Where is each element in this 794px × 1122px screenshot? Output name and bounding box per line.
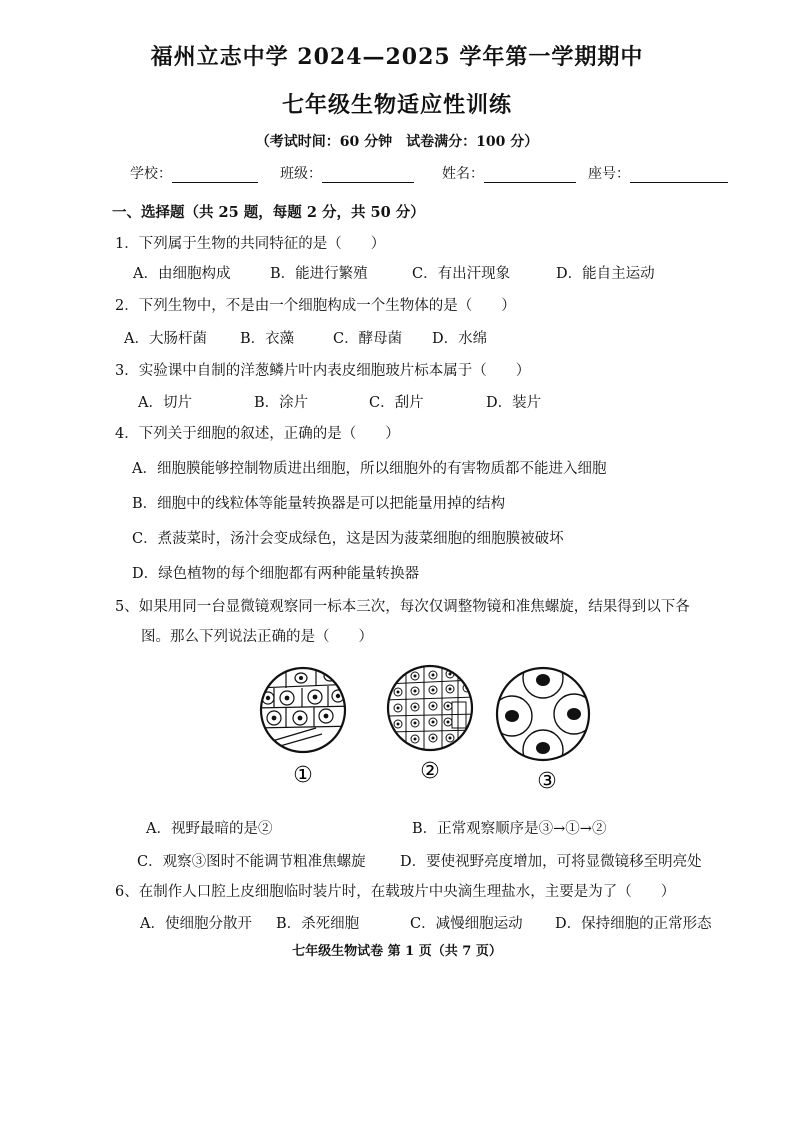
school-label: 学校： <box>130 166 172 182</box>
name-blank[interactable] <box>484 166 576 183</box>
class-blank[interactable] <box>322 166 414 183</box>
q1-option-d[interactable]: D．能自主运动 <box>556 266 655 282</box>
q5-option-a[interactable]: A．视野最暗的是② <box>146 821 273 837</box>
q6-option-a[interactable]: A．使细胞分散开 <box>140 916 252 932</box>
q5-option-d[interactable]: D．要使视野亮度增加，可将显微镜移至明亮处 <box>400 854 702 870</box>
exam-subtitle: 七年级生物适应性训练 <box>281 92 512 118</box>
exam-title: 福州立志中学 2024—2025 学年第一学期期中 <box>150 44 644 70</box>
name-label: 姓名： <box>442 166 484 182</box>
q1-option-a[interactable]: A．由细胞构成 <box>133 266 231 282</box>
q4-option-a[interactable]: A．细胞膜能够控制物质进出细胞，所以细胞外的有害物质都不能进入细胞 <box>132 461 607 477</box>
question-6-stem: 6、在制作人口腔上皮细胞临时装片时，在载玻片中央滴生理盐水，主要是为了（ ） <box>115 884 676 900</box>
q4-option-c[interactable]: C．煮菠菜时，汤汁会变成绿色，这是因为菠菜细胞的细胞膜被破坏 <box>132 531 564 547</box>
seat-blank[interactable] <box>630 166 728 183</box>
q3-option-b[interactable]: B．涂片 <box>254 395 309 411</box>
section-title: 一、选择题（共 25 题，每题 2 分，共 50 分） <box>112 204 425 221</box>
q2-option-d[interactable]: D．水绵 <box>432 331 488 347</box>
microscope-fields-svg <box>256 664 606 794</box>
figure-label-3: ③ <box>537 769 557 794</box>
q2-option-b[interactable]: B．衣藻 <box>240 331 295 347</box>
student-info-row <box>130 163 740 187</box>
seat-field[interactable] <box>588 163 728 183</box>
exam-info: （考试时间：60 分钟 试卷满分：100 分） <box>255 134 539 150</box>
class-field[interactable] <box>280 163 414 183</box>
school-blank[interactable] <box>172 166 258 183</box>
q2-option-c[interactable]: C．酵母菌 <box>333 331 403 347</box>
field-2 <box>386 664 476 754</box>
q1-option-b[interactable]: B．能进行繁殖 <box>270 266 368 282</box>
q3-option-a[interactable]: A．切片 <box>138 395 192 411</box>
q5-option-b[interactable]: B．正常观察顺序是③→①→② <box>412 821 607 837</box>
q6-option-b[interactable]: B．杀死细胞 <box>276 916 360 932</box>
field-3 <box>492 664 594 770</box>
q1-option-c[interactable]: C．有出汗现象 <box>412 266 511 282</box>
question-2-stem: 2．下列生物中，不是由一个细胞构成一个生物体的是（ ） <box>115 298 516 314</box>
q2-option-a[interactable]: A．大肠杆菌 <box>124 331 207 347</box>
class-label: 班级： <box>280 166 322 182</box>
name-field[interactable] <box>442 163 576 183</box>
q3-option-d[interactable]: D．装片 <box>486 395 542 411</box>
q6-option-d[interactable]: D．保持细胞的正常形态 <box>555 916 712 932</box>
figure-label-2: ② <box>420 759 440 784</box>
figure-label-1: ① <box>293 763 313 788</box>
q4-option-d[interactable]: D．绿色植物的每个细胞都有两种能量转换器 <box>132 566 420 582</box>
school-field[interactable] <box>130 163 258 183</box>
q3-option-c[interactable]: C．刮片 <box>369 395 424 411</box>
q5-option-c[interactable]: C．观察③图时不能调节粗准焦螺旋 <box>137 854 366 870</box>
question-1-stem: 1．下列属于生物的共同特征的是（ ） <box>115 236 386 252</box>
field-1 <box>256 664 356 752</box>
page-footer: 七年级生物试卷 第 1 页（共 7 页） <box>292 944 502 959</box>
q4-option-b[interactable]: B．细胞中的线粒体等能量转换器是可以把能量用掉的结构 <box>132 496 506 512</box>
question-5-stem-line1: 5、如果用同一台显微镜观察同一标本三次，每次仅调整物镜和准焦螺旋，结果得到以下各 <box>115 599 690 615</box>
microscope-figures <box>256 664 606 794</box>
q6-option-c[interactable]: C．减慢细胞运动 <box>410 916 523 932</box>
question-3-stem: 3．实验课中自制的洋葱鳞片叶内表皮细胞玻片标本属于（ ） <box>115 363 531 379</box>
question-5-stem-line2: 图。那么下列说法正确的是（ ） <box>141 629 373 645</box>
seat-label: 座号： <box>588 166 630 182</box>
question-4-stem: 4．下列关于细胞的叙述，正确的是（ ） <box>115 426 400 442</box>
